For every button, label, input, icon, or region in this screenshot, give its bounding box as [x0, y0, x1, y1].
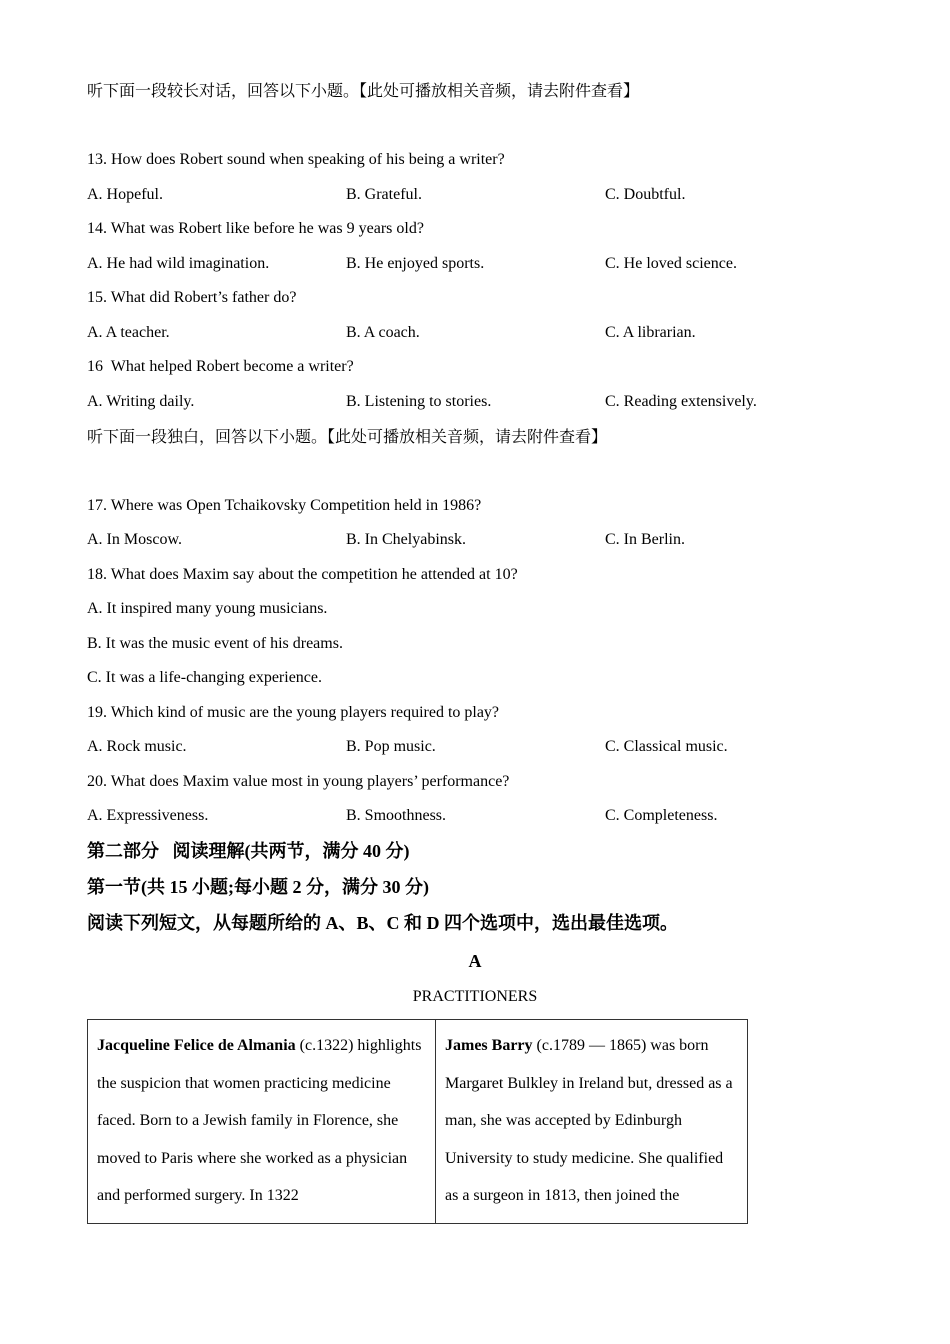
q17-option-a: A. In Moscow.: [87, 531, 182, 548]
table-cell-left: [88, 1020, 436, 1224]
q16-option-b: B. Listening to stories.: [346, 393, 492, 410]
passage-letter: A: [468, 951, 482, 971]
practitioner-bio: (c.1322) highlights the suspicion that women practicing medicine faced. Born to a Jewish family in Florence, she moved to Paris where she worked as a physician and performed surgery. In 1322: [97, 1037, 422, 1204]
table-row: [88, 1020, 748, 1224]
q19-option-b: B. Pop music.: [346, 738, 436, 755]
question-13: 13. How does Robert sound when speaking of his being a writer?: [87, 151, 505, 168]
passage-title: PRACTITIONERS: [412, 988, 538, 1005]
question-18: 18. What does Maxim say about the competition he attended at 10?: [87, 566, 518, 583]
q18-option-b: B. It was the music event of his dreams.: [87, 635, 343, 652]
q16-option-a: A. Writing daily.: [87, 393, 195, 410]
q19-option-a: A. Rock music.: [87, 738, 187, 755]
q13-option-c: C. Doubtful.: [605, 186, 686, 203]
practitioner-bio: (c.1789 — 1865) was born Margaret Bulkley in Ireland but, dressed as a man, she was accepted by Edinburgh University to study medicine. She qualified as a surgeon in 1813, then joined the: [445, 1037, 733, 1204]
q14-option-b: B. He enjoyed sports.: [346, 255, 485, 272]
q18-option-a: A. It inspired many young musicians.: [87, 600, 328, 617]
question-17: 17. Where was Open Tchaikovsky Competition held in 1986?: [87, 497, 482, 514]
practitioner-name: Jacqueline Felice de Almania: [97, 1037, 296, 1054]
question-15: 15. What did Robert’s father do?: [87, 289, 297, 306]
q20-option-a: A. Expressiveness.: [87, 807, 209, 824]
q19-option-c: C. Classical music.: [605, 738, 728, 755]
q20-option-b: B. Smoothness.: [346, 807, 447, 824]
q20-option-c: C. Completeness.: [605, 807, 718, 824]
q15-option-c: C. A librarian.: [605, 324, 696, 341]
q16-option-c: C. Reading extensively.: [605, 393, 757, 410]
question-16: 16 What helped Robert become a writer?: [87, 358, 354, 375]
question-20: 20. What does Maxim value most in young players’ performance?: [87, 773, 510, 790]
question-19: 19. Which kind of music are the young players required to play?: [87, 704, 500, 721]
section-one-heading: 第一节(共 15 小题;每小题 2 分，满分 30 分): [87, 877, 429, 897]
practitioner-name: James Barry: [445, 1037, 533, 1054]
question-14: 14. What was Robert like before he was 9 years old?: [87, 220, 424, 237]
section-instruction-dialog: 听下面一段较长对话，回答以下小题。【此处可播放相关音频，请去附件查看】: [87, 83, 640, 100]
q15-option-a: A. A teacher.: [87, 324, 170, 341]
reading-instruction: 阅读下列短文，从每题所给的 A、B、C 和 D 四个选项中，选出最佳选项。: [87, 913, 678, 933]
q13-option-a: A. Hopeful.: [87, 186, 163, 203]
q15-option-b: B. A coach.: [346, 324, 420, 341]
practitioners-table: [87, 1019, 748, 1224]
q18-option-c: C. It was a life-changing experience.: [87, 669, 323, 686]
section-instruction-monologue: 听下面一段独白，回答以下小题。【此处可播放相关音频，请去附件查看】: [87, 429, 608, 446]
q17-option-c: C. In Berlin.: [605, 531, 685, 548]
part-two-heading: 第二部分 阅读理解(共两节，满分 40 分): [87, 841, 410, 861]
q17-option-b: B. In Chelyabinsk.: [346, 531, 466, 548]
q14-option-a: A. He had wild imagination.: [87, 255, 270, 272]
q13-option-b: B. Grateful.: [346, 186, 422, 203]
q14-option-c: C. He loved science.: [605, 255, 737, 272]
table-cell-right: [436, 1020, 748, 1224]
